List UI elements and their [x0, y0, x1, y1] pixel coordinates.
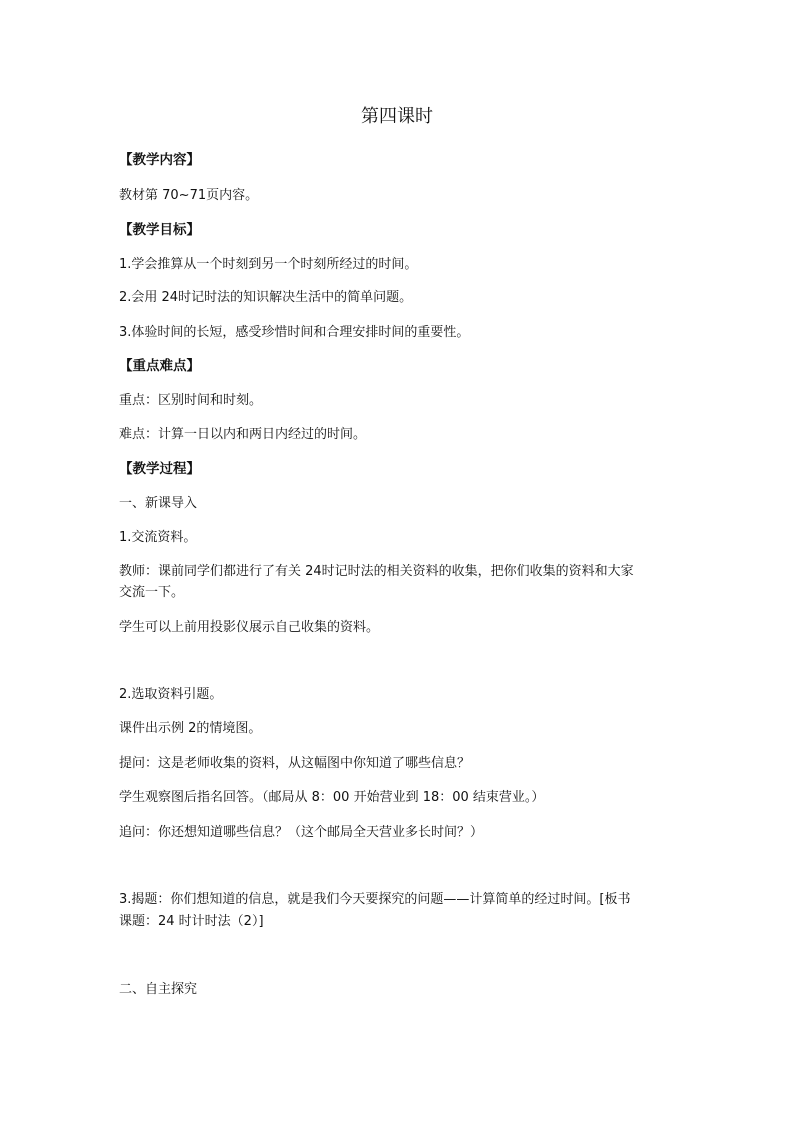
key-point: 重点：区别时间和时刻。 [119, 393, 263, 408]
page-title: 第四课时 [361, 106, 433, 127]
section-heading-key-points: 【重点难点】 [119, 358, 200, 374]
students-show: 学生可以上前用投影仪展示自己收集的资料。 [119, 620, 380, 635]
part-2-heading: 二、自主探究 [119, 982, 198, 997]
step-2: 2.选取资料引题。 [119, 687, 223, 702]
step-3-line-2: 课题：24 时计时法（2）] [119, 914, 264, 929]
section-heading-content: 【教学内容】 [119, 152, 200, 168]
question: 提问：这是老师收集的资料，从这幅图中你知道了哪些信息？ [119, 756, 471, 771]
courseware: 课件出示例 2的情境图。 [119, 721, 262, 736]
goal-3: 3.体验时间的长短，感受珍惜时间和合理安排时间的重要性。 [119, 325, 470, 340]
student-answer: 学生观察图后指名回答。（邮局从 8：00 开始营业到 18：00 结束营业。） [119, 790, 545, 805]
teacher-line-2: 交流一下。 [119, 585, 185, 600]
section-heading-process: 【教学过程】 [119, 461, 200, 477]
follow-up: 追问：你还想知道哪些信息？（这个邮局全天营业多长时间？） [119, 825, 484, 840]
difficulty: 难点：计算一日以内和两日内经过的时间。 [119, 427, 367, 442]
part-1-heading: 一、新课导入 [119, 496, 198, 511]
teacher-line-1: 教师：课前同学们都进行了有关 24时记时法的相关资料的收集，把你们收集的资料和大家 [119, 564, 634, 579]
goal-1: 1.学会推算从一个时刻到另一个时刻所经过的时间。 [119, 257, 418, 272]
section-heading-goals: 【教学目标】 [119, 222, 200, 238]
content-text: 教材第 70~71页内容。 [119, 188, 259, 203]
step-3-line-1: 3.揭题：你们想知道的信息，就是我们今天要探究的问题——计算简单的经过时间。[板书 [119, 892, 631, 907]
goal-2: 2.会用 24时记时法的知识解决生活中的简单问题。 [119, 290, 413, 305]
step-1: 1.交流资料。 [119, 530, 197, 545]
